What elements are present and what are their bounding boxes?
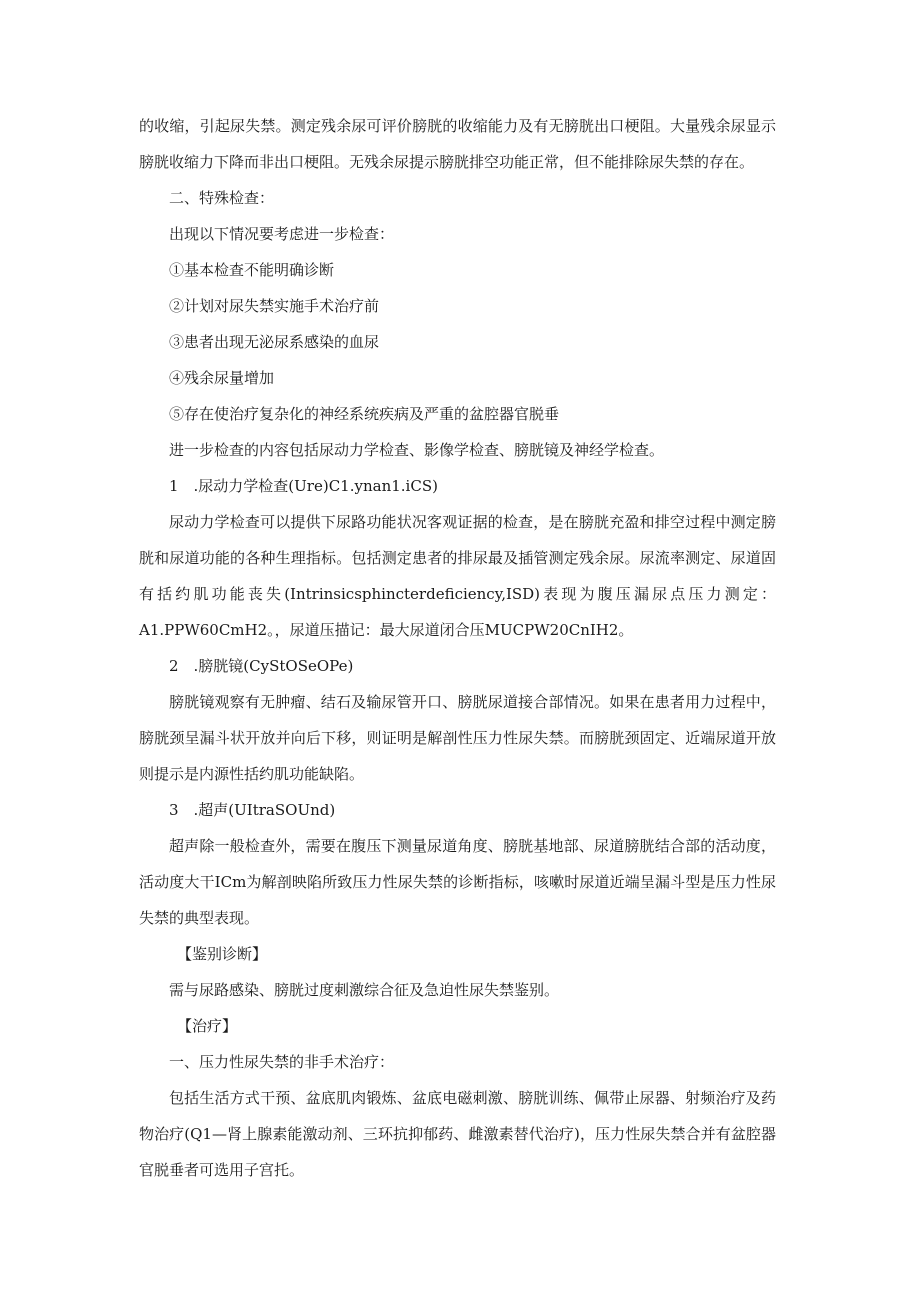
body-text-line: A1.PPW60CmH2。，尿道压描记：最大尿道闭合压MUCPW20CnIH2。	[139, 621, 634, 639]
body-text-line: 膀胱镜观察有无肿瘤、结石及输尿管开口、膀胱尿道接合部情况。如果在患者用力过程中，	[169, 693, 776, 711]
list-item: ⑤存在使治疗复杂化的神经系统疾病及严重的盆腔器官脱垂	[169, 405, 560, 423]
body-text-line: 需与尿路感染、膀胱过度刺激综合征及急迫性尿失禁鉴别。	[169, 981, 560, 999]
section-heading: 一、压力性尿失禁的非手术治疗：	[169, 1053, 395, 1071]
body-text-line: 则提示是内源性括约肌功能缺陷。	[139, 765, 365, 783]
list-item: ④残余尿量增加	[169, 369, 275, 387]
list-item: ①基本检查不能明确诊断	[169, 261, 335, 279]
body-text-line: 胱和尿道功能的各种生理指标。包括测定患者的排尿最及插管测定残余尿。尿流率测定、尿道固	[139, 549, 776, 567]
subsection-heading: 2 .膀胱镜(CyStOSeOPe)	[169, 657, 354, 675]
body-text-line: 有括约肌功能丧失(Intrinsicsphincterdeficiency,ISD)表现为腹压漏尿点压力测定：	[139, 585, 776, 603]
body-text-line: 出现以下情况要考虑进一步检查：	[169, 225, 395, 243]
list-item: ②计划对尿失禁实施手术治疗前	[169, 297, 380, 315]
section-heading: 二、特殊检查：	[169, 189, 275, 207]
body-text-line: 尿动力学检查可以提供下尿路功能状况客观证据的检查，是在膀胱充盈和排空过程中测定膀	[169, 513, 776, 531]
body-text-line: 膀胱收缩力下降而非出口梗阻。无残余尿提示膀胱排空功能正常，但不能排除尿失禁的存在。	[139, 153, 755, 171]
body-text-line: 活动度大干ICm为解剖映陷所致压力性尿失禁的诊断指标，咳嗽时尿道近端呈漏斗型是压力性尿	[139, 873, 776, 891]
section-heading: 【治疗】	[177, 1017, 238, 1035]
body-text-line: 失禁的典型表现。	[139, 909, 260, 927]
subsection-heading: 1 .尿动力学检查(Ure)C1.ynan1.iCS)	[169, 477, 438, 495]
body-text-line: 进一步检查的内容包括尿动力学检查、影像学检查、膀胱镜及神经学检查。	[169, 441, 665, 459]
body-text-line: 包括生活方式干预、盆底肌肉锻炼、盆底电磁刺激、膀胱训练、佩带止尿器、射频治疗及药	[169, 1089, 776, 1107]
body-text-line: 超声除一般检查外，需要在腹压下测量尿道角度、膀胱基地部、尿道膀胱结合部的活动度，	[169, 837, 776, 855]
body-text-line: 官脱垂者可选用子宫托。	[139, 1161, 305, 1179]
section-heading: 【鉴别诊断】	[177, 945, 268, 963]
body-text-line: 物治疗(Q1—肾上腺素能激动剂、三环抗抑郁药、雌激素替代治疗)，压力性尿失禁合并有盆腔器	[139, 1125, 776, 1143]
list-item: ③患者出现无泌尿系感染的血尿	[169, 333, 380, 351]
subsection-heading: 3 .超声(UItraSOUnd)	[169, 801, 336, 819]
body-text-line: 的收缩，引起尿失禁。测定残余尿可评价膀胱的收缩能力及有无膀胱出口梗阻。大量残余尿显示	[139, 117, 776, 135]
body-text-line: 膀胱颈呈漏斗状开放并向后下移，则证明是解剖性压力性尿失禁。而膀胱颈固定、近端尿道开放	[139, 729, 776, 747]
